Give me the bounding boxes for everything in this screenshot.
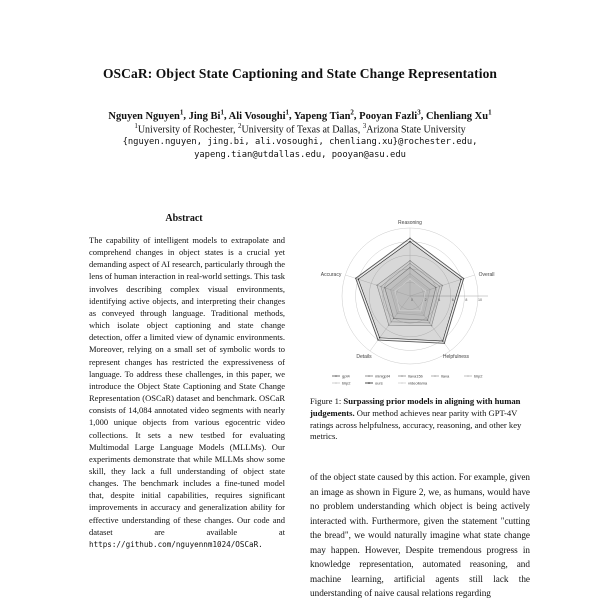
legend-entry: ours bbox=[375, 380, 383, 386]
radar-point bbox=[420, 310, 421, 311]
radar-axis-label: Helpfulness bbox=[442, 354, 470, 361]
radar-tick-label: 6 bbox=[451, 298, 454, 302]
radar-point bbox=[358, 278, 359, 279]
legend-entry: llava bbox=[441, 373, 450, 379]
legend-marker bbox=[335, 375, 337, 377]
radar-point bbox=[463, 278, 464, 279]
legend-marker bbox=[335, 382, 337, 384]
radar-legend bbox=[332, 373, 483, 385]
radar-point bbox=[355, 278, 356, 279]
legend-marker bbox=[401, 382, 403, 384]
radar-axis-label: Accuracy bbox=[320, 271, 342, 278]
author: Jing Bi$^1$ bbox=[188, 108, 224, 122]
radar-tick-label: 2 bbox=[424, 298, 427, 302]
legend-entry: llava15b bbox=[408, 373, 423, 379]
radar-point bbox=[442, 340, 443, 341]
code-link[interactable]: https://github.com/nguyennm1024/OSCaR. bbox=[89, 539, 263, 549]
author: Chenliang Xu$^1$ bbox=[425, 108, 492, 122]
author: Pooyan Fazli$^3$ bbox=[359, 108, 421, 122]
radar-point bbox=[444, 343, 445, 344]
radar-point bbox=[409, 241, 410, 242]
legend-entry: gpt4 bbox=[342, 373, 350, 379]
author: Nguyen Nguyen$^1$ bbox=[108, 108, 184, 122]
radar-point bbox=[379, 337, 380, 338]
radar-axis-label: Details bbox=[356, 354, 372, 361]
radar-tick-label: 0 bbox=[411, 298, 413, 302]
legend-marker bbox=[467, 375, 469, 377]
radar-tick-label: 4 bbox=[438, 298, 441, 302]
legend-marker bbox=[401, 375, 403, 377]
legend-entry: blip2 bbox=[342, 380, 351, 386]
paper-title: OSCaR: Object State Captioning and State Change Representation bbox=[102, 66, 498, 81]
author: Ali Vosoughi$^1$ bbox=[228, 108, 290, 122]
body-text: of the object state caused by this action. For example, given an image as shown in Figure 2, we, as humans, would have no problem understanding which object is being actively interacted with. Furthermore, given the statement "cutting the bread", we would naturally imagine what state change may happen. However, Despite tremendous progress in knowledge representation, automated reasoning, and machine learning, artificial agents still lack the understanding of naive causal relations regarding bbox=[310, 472, 530, 598]
legend-marker bbox=[368, 382, 370, 384]
radar-chart bbox=[310, 206, 510, 392]
email-block bbox=[0, 136, 600, 162]
radar-tick-label: 8 bbox=[465, 298, 468, 302]
radar-point bbox=[425, 290, 426, 291]
radar-point bbox=[409, 278, 410, 279]
legend-entry: videollama bbox=[408, 380, 428, 386]
author-list: Nguyen Nguyen$^1$, Jing Bi$^1$, Ali Vosoughi$^1$, Yapeng Tian$^2$, Pooyan Fazli$^3$, Chenliang Xu$^1$ bbox=[108, 108, 492, 122]
affiliations: $^1$University of Rochester, $^2$University of Texas at Dallas, $^3$Arizona State University bbox=[134, 122, 466, 136]
abstract-text: The capability of intelligent models to extrapolate and comprehend changes in object states is a crucial yet demanding aspect of AI research, particularly through the lens of human interaction in real-world settings. This task involves describing complex visual environments, identifying active objects, and interpreting their changes as conveyed through language. Traditional methods, which isolate object captioning and state change detection, offer a limited view of dynamic environments. Moreover, relying on a small set of symbolic words to represent changes has restricted the expressiveness of language. To address these challenges, in this paper, we introduce the Object State Captioning and State Change Representation (OSCaR) dataset and benchmark. OSCaR consists of 14,084 annotated video segments with nearly 1,000 unique objects from various egocentric video collections. It sets a new testbed for evaluating Multimodal Large Language Models (MLLMs). Our experiments demonstrate that while MLLMs show some skill, they lack a full understanding of object state changes. The benchmark includes a fine-tuned model that, despite initial capabilities, requires significant improvements in accuracy and generalization ability for effective understanding of these changes. Our code and dataset are available at https://github.com/nguyennm1024/OSCaR. bbox=[89, 235, 286, 549]
author: Yapeng Tian$^2$ bbox=[293, 108, 354, 122]
radar-tick-label: 10 bbox=[478, 298, 482, 302]
radar-point bbox=[394, 290, 395, 291]
email-line[interactable]: {nguyen.nguyen, jing.bi, ali.vosoughi, chenliang.xu}@rochester.edu, bbox=[122, 137, 478, 147]
figure-caption: Figure 1: Surpassing prior models in aligning with human judgements. Our method achieves near parity with GPT-4V ratings across helpfulness, accuracy, reasoning, and other key metrics. bbox=[310, 396, 522, 442]
radar-series bbox=[355, 238, 464, 345]
legend-entry: blip2 bbox=[474, 373, 483, 379]
radar-point bbox=[377, 339, 378, 340]
legend-entry: minigpt4 bbox=[375, 373, 391, 379]
radar-axis-label: Reasoning bbox=[398, 220, 422, 226]
radar-point bbox=[409, 238, 410, 239]
legend-marker bbox=[434, 375, 436, 377]
email-line[interactable]: yapeng.tian@utdallas.edu, pooyan@asu.edu bbox=[194, 150, 406, 160]
radar-point bbox=[460, 279, 461, 280]
abstract-heading: Abstract bbox=[165, 213, 203, 224]
radar-axis-label: Overall bbox=[478, 271, 495, 278]
legend-marker bbox=[368, 375, 370, 377]
radar-point bbox=[399, 310, 400, 311]
